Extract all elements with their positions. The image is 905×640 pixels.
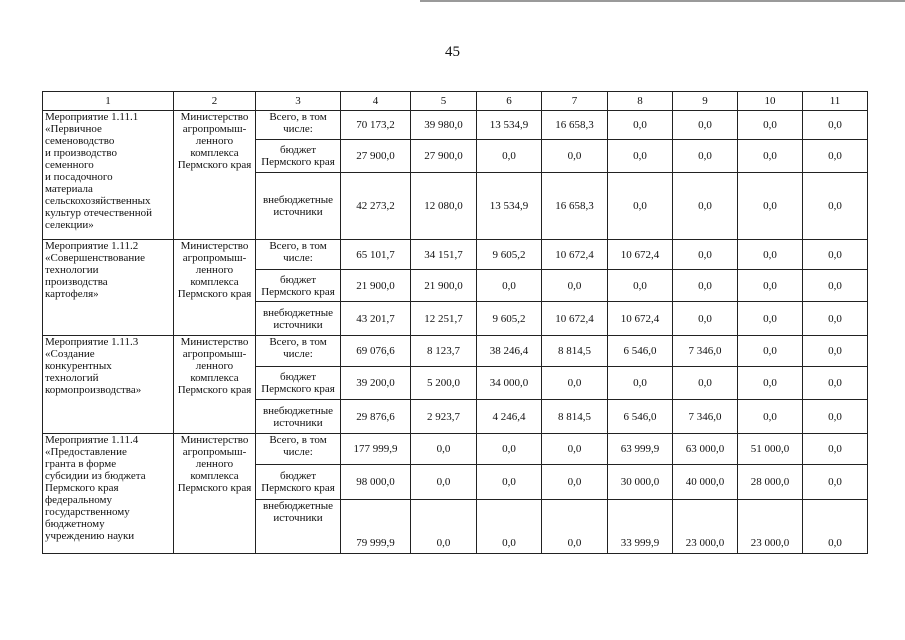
amount-cell: 27 900,0 [411,140,477,173]
funding-source-cell: Всего, в том числе: [256,240,341,270]
amount-cell: 38 246,4 [477,336,542,367]
amount-cell: 0,0 [803,270,868,302]
amount-cell: 0,0 [738,270,803,302]
amount-cell: 39 980,0 [411,111,477,140]
amount-cell: 0,0 [477,434,542,465]
column-header: 8 [608,92,673,111]
funding-source-cell: бюджет Пермского края [256,270,341,302]
amount-cell: 0,0 [411,500,477,554]
column-header: 3 [256,92,341,111]
funding-source-cell: внебюджетные источники [256,400,341,434]
funding-source-cell: бюджет Пермского края [256,465,341,500]
amount-cell: 0,0 [542,500,608,554]
column-header: 9 [673,92,738,111]
column-header: 1 [43,92,174,111]
amount-cell: 5 200,0 [411,367,477,400]
amount-cell: 0,0 [477,140,542,173]
amount-cell: 10 672,4 [608,302,673,336]
amount-cell: 34 151,7 [411,240,477,270]
amount-cell: 0,0 [673,140,738,173]
amount-cell: 21 900,0 [411,270,477,302]
column-header: 4 [341,92,411,111]
amount-cell: 0,0 [673,111,738,140]
amount-cell: 33 999,9 [608,500,673,554]
measure-name-cell: Мероприятие 1.11.3 «Создание конкурентных технологий кормопроизводства» [43,336,174,434]
amount-cell: 23 000,0 [738,500,803,554]
funding-source-cell: внебюджетные источники [256,302,341,336]
executor-cell: Министерство агропромыш- ленного комплекса Пермского края [174,111,256,240]
amount-cell: 0,0 [608,270,673,302]
amount-cell: 0,0 [738,111,803,140]
amount-cell: 12 251,7 [411,302,477,336]
amount-cell: 0,0 [477,270,542,302]
amount-cell: 28 000,0 [738,465,803,500]
header-row [43,92,868,111]
amount-cell: 6 546,0 [608,336,673,367]
amount-cell: 0,0 [542,434,608,465]
table-row [43,336,868,367]
column-header: 10 [738,92,803,111]
amount-cell: 0,0 [673,367,738,400]
amount-cell: 0,0 [673,240,738,270]
amount-cell: 9 605,2 [477,302,542,336]
amount-cell: 0,0 [673,173,738,240]
amount-cell: 0,0 [608,140,673,173]
table-body [43,111,868,554]
table-row [43,111,868,140]
amount-cell: 0,0 [411,434,477,465]
funding-source-cell: бюджет Пермского края [256,367,341,400]
funding-source-cell: внебюджетные источники [256,173,341,240]
amount-cell: 0,0 [411,465,477,500]
amount-cell: 0,0 [803,400,868,434]
amount-cell: 2 923,7 [411,400,477,434]
amount-cell: 43 201,7 [341,302,411,336]
amount-cell: 69 076,6 [341,336,411,367]
amount-cell: 10 672,4 [542,240,608,270]
amount-cell: 12 080,0 [411,173,477,240]
amount-cell: 0,0 [738,140,803,173]
amount-cell: 0,0 [803,140,868,173]
amount-cell: 8 123,7 [411,336,477,367]
measure-name-cell: Мероприятие 1.11.1 «Первичное семеноводство и производство семенного и посадочного материала сельскохозяйственных культур отечественной селекции» [43,111,174,240]
amount-cell: 6 546,0 [608,400,673,434]
amount-cell: 10 672,4 [542,302,608,336]
amount-cell: 9 605,2 [477,240,542,270]
column-header: 6 [477,92,542,111]
amount-cell: 34 000,0 [477,367,542,400]
measure-name-cell: Мероприятие 1.11.4 «Предоставление гранта в форме субсидии из бюджета Пермского края федеральному государственному бюджетному учреждению науки [43,434,174,554]
amount-cell: 0,0 [738,173,803,240]
amount-cell: 0,0 [803,336,868,367]
amount-cell: 0,0 [803,302,868,336]
amount-cell: 8 814,5 [542,400,608,434]
amount-cell: 7 346,0 [673,336,738,367]
amount-cell: 0,0 [803,173,868,240]
amount-cell: 0,0 [542,465,608,500]
amount-cell: 0,0 [803,367,868,400]
amount-cell: 40 000,0 [673,465,738,500]
amount-cell: 21 900,0 [341,270,411,302]
amount-cell: 0,0 [803,500,868,554]
budget-table [42,91,868,554]
amount-cell: 63 999,9 [608,434,673,465]
amount-cell: 27 900,0 [341,140,411,173]
amount-cell: 0,0 [803,465,868,500]
column-header: 5 [411,92,477,111]
amount-cell: 39 200,0 [341,367,411,400]
funding-source-cell: бюджет Пермского края [256,140,341,173]
amount-cell: 13 534,9 [477,111,542,140]
page-number: 45 [445,44,460,60]
amount-cell: 177 999,9 [341,434,411,465]
amount-cell: 98 000,0 [341,465,411,500]
executor-cell: Министерство агропромыш- ленного комплекса Пермского края [174,434,256,554]
executor-cell: Министерство агропромыш- ленного комплекса Пермского края [174,336,256,434]
table-row [43,240,868,270]
funding-source-cell: Всего, в том числе: [256,336,341,367]
amount-cell: 29 876,6 [341,400,411,434]
amount-cell: 42 273,2 [341,173,411,240]
column-header: 2 [174,92,256,111]
amount-cell: 65 101,7 [341,240,411,270]
amount-cell: 0,0 [673,270,738,302]
column-header: 11 [803,92,868,111]
amount-cell: 0,0 [738,336,803,367]
amount-cell: 0,0 [738,367,803,400]
amount-cell: 16 658,3 [542,111,608,140]
amount-cell: 0,0 [542,140,608,173]
funding-source-cell: Всего, в том числе: [256,111,341,140]
amount-cell: 70 173,2 [341,111,411,140]
executor-cell: Министерство агропромыш- ленного комплекса Пермского края [174,240,256,336]
amount-cell: 0,0 [542,367,608,400]
amount-cell: 0,0 [803,240,868,270]
amount-cell: 10 672,4 [608,240,673,270]
funding-source-cell: Всего, в том числе: [256,434,341,465]
amount-cell: 79 999,9 [341,500,411,554]
amount-cell: 13 534,9 [477,173,542,240]
amount-cell: 16 658,3 [542,173,608,240]
measure-name-cell: Мероприятие 1.11.2 «Совершенствование технологии производства картофеля» [43,240,174,336]
amount-cell: 8 814,5 [542,336,608,367]
amount-cell: 0,0 [803,111,868,140]
amount-cell: 0,0 [738,240,803,270]
column-header: 7 [542,92,608,111]
top-rule [420,0,905,2]
amount-cell: 0,0 [477,500,542,554]
amount-cell: 30 000,0 [608,465,673,500]
amount-cell: 0,0 [608,367,673,400]
amount-cell: 51 000,0 [738,434,803,465]
amount-cell: 23 000,0 [673,500,738,554]
amount-cell: 0,0 [608,111,673,140]
table-row [43,434,868,465]
funding-source-cell: внебюджетные источники [256,500,341,554]
amount-cell: 0,0 [738,302,803,336]
amount-cell: 63 000,0 [673,434,738,465]
amount-cell: 7 346,0 [673,400,738,434]
amount-cell: 0,0 [542,270,608,302]
amount-cell: 0,0 [477,465,542,500]
amount-cell: 0,0 [673,302,738,336]
amount-cell: 4 246,4 [477,400,542,434]
amount-cell: 0,0 [608,173,673,240]
amount-cell: 0,0 [738,400,803,434]
amount-cell: 0,0 [803,434,868,465]
